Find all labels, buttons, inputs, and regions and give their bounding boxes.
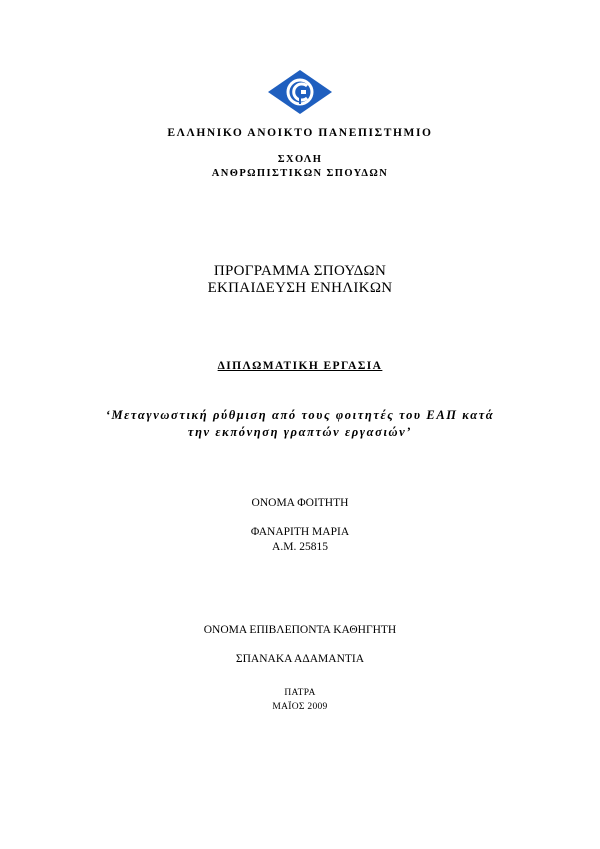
thesis-title-line-1: ‘Μεταγνωστική ρύθμιση από τους φοιτητές του ΕΑΠ κατά xyxy=(105,408,495,422)
student-name: ΦΑΝΑΡΙΤΗ ΜΑΡΙΑ xyxy=(250,526,350,538)
city: ΠΑΤΡΑ xyxy=(284,688,316,698)
thesis-title-line-2: την εκπόνηση γραπτών εργασιών’ xyxy=(187,425,413,439)
university-emblem-icon xyxy=(268,70,332,114)
program-label: ΠΡΟΓΡΑΜΜΑ ΣΠΟΥΔΩΝ xyxy=(213,263,387,279)
date: ΜΑΪΟΣ 2009 xyxy=(272,702,328,712)
supervisor-label: ΟΝΟΜΑ ΕΠΙΒΛΕΠΟΝΤΑ ΚΑΘΗΓΗΤΗ xyxy=(203,624,397,636)
school-name: ΑΝΘΡΩΠΙΣΤΙΚΩΝ ΣΠΟΥΔΩΝ xyxy=(211,168,389,179)
student-registration-number: Α.Μ. 25815 xyxy=(272,541,328,553)
university-name: ΕΛΛΗΝΙΚΟ ΑΝΟΙΚΤΟ ΠΑΝΕΠΙΣΤΗΜΙΟ xyxy=(167,127,433,139)
thesis-label: ΔΙΠΛΩΜΑΤΙΚΗ ΕΡΓΑΣΙΑ xyxy=(217,360,383,372)
program-name: ΕΚΠΑΙΔΕΥΣΗ ΕΝΗΛΙΚΩΝ xyxy=(207,280,393,296)
school-label: ΣΧΟΛΗ xyxy=(277,154,323,165)
supervisor-name: ΣΠΑΝΑΚΑ ΑΔΑΜΑΝΤΙΑ xyxy=(235,653,365,665)
student-label: ΟΝΟΜΑ ΦΟΙΤΗΤΗ xyxy=(251,497,349,509)
